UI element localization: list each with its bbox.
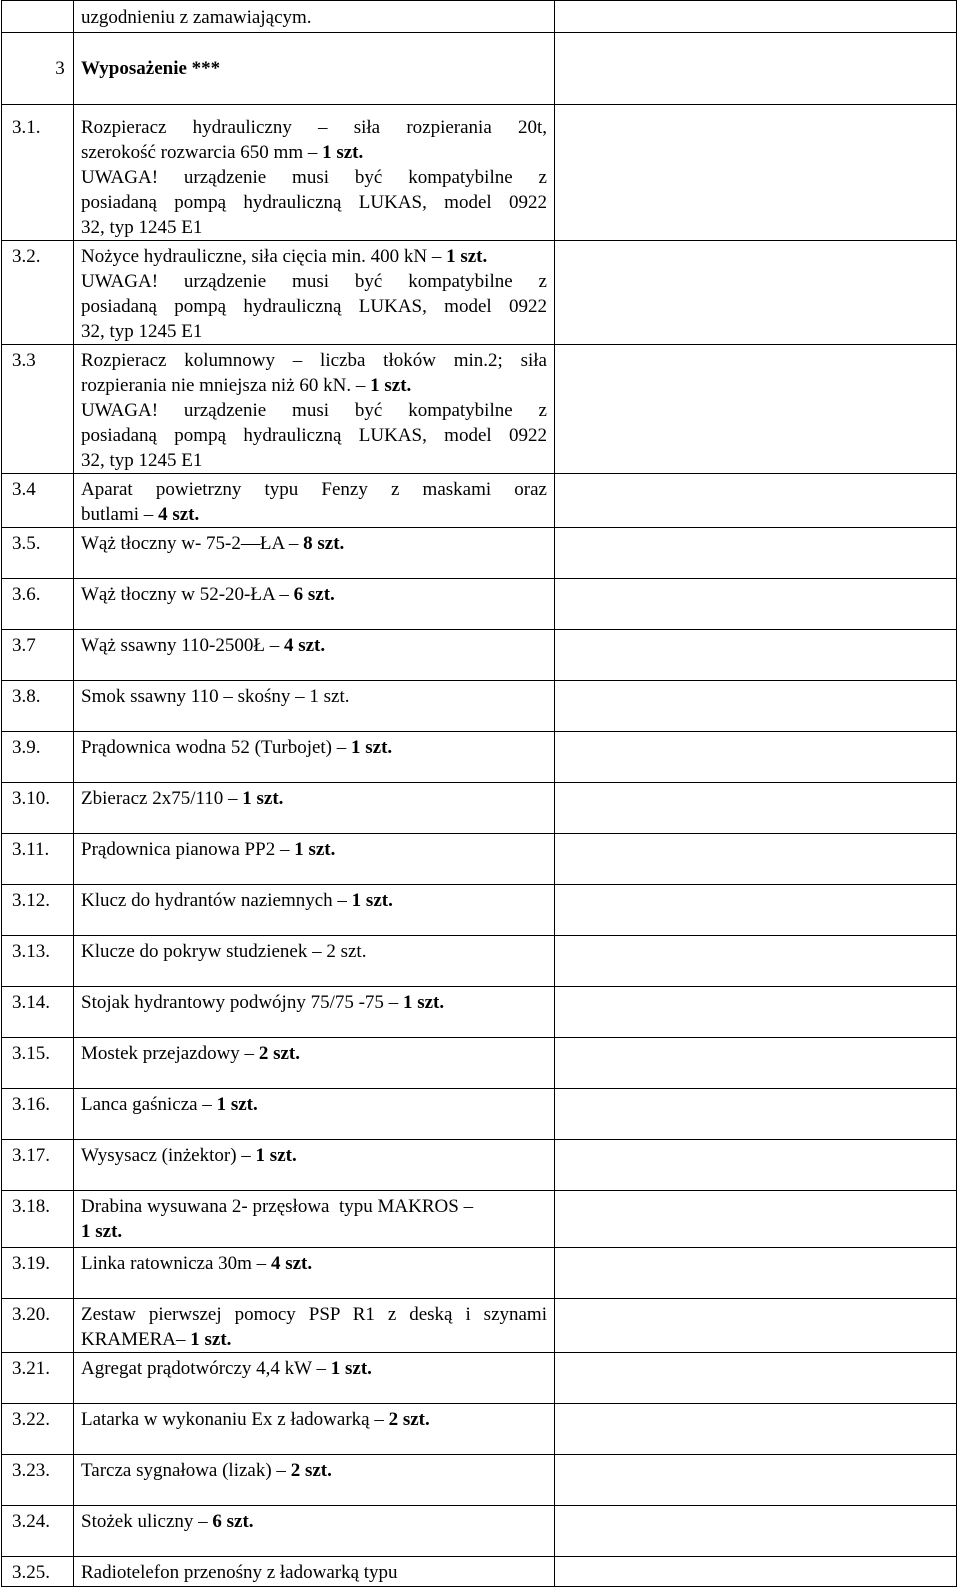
row-empty-cell bbox=[555, 783, 957, 834]
row-description: Mostek przejazdowy – 2 szt. bbox=[74, 1038, 555, 1089]
quantity: 1 szt. bbox=[351, 890, 393, 911]
quantity: 6 szt. bbox=[293, 584, 335, 605]
table-row bbox=[2, 1353, 957, 1404]
quantity: 8 szt. bbox=[303, 533, 345, 554]
row-number bbox=[2, 1, 74, 33]
table-row bbox=[2, 885, 957, 936]
row-empty-cell bbox=[555, 1191, 957, 1248]
table-row bbox=[2, 474, 957, 528]
table-row bbox=[2, 1191, 957, 1248]
desc-line: UWAGA! urządzenie musi być kompatybilne z bbox=[81, 400, 547, 421]
row-number: 3.22. bbox=[2, 1404, 74, 1455]
table-row bbox=[2, 579, 957, 630]
row-empty-cell bbox=[555, 885, 957, 936]
row-number: 3.21. bbox=[2, 1353, 74, 1404]
table-row bbox=[2, 1140, 957, 1191]
table-row bbox=[2, 1248, 957, 1299]
desc-line: szerokość rozwarcia 650 mm – 1 szt. bbox=[81, 142, 364, 163]
row-description: Prądownica pianowa PP2 – 1 szt. bbox=[74, 834, 555, 885]
row-empty-cell bbox=[555, 1404, 957, 1455]
quantity: 4 szt. bbox=[158, 504, 200, 525]
row-number: 3.15. bbox=[2, 1038, 74, 1089]
row-number: 3.10. bbox=[2, 783, 74, 834]
row-description: Zbieracz 2x75/110 – 1 szt. bbox=[74, 783, 555, 834]
quantity: 1 szt. bbox=[242, 788, 284, 809]
row-description: Linka ratownicza 30m – 4 szt. bbox=[74, 1248, 555, 1299]
desc-line: UWAGA! urządzenie musi być kompatybilne z bbox=[81, 271, 547, 292]
table-row bbox=[2, 345, 957, 474]
row-description: Lanca gaśnicza – 1 szt. bbox=[74, 1089, 555, 1140]
row-description: Smok ssawny 110 – skośny – 1 szt. bbox=[74, 681, 555, 732]
quantity: 4 szt. bbox=[270, 1253, 313, 1274]
row-empty-cell bbox=[555, 732, 957, 783]
desc-line: Rozpieracz hydrauliczny – siła rozpierania 20t, bbox=[81, 117, 547, 138]
table-row bbox=[2, 1089, 957, 1140]
row-empty-cell bbox=[555, 1140, 957, 1191]
table-row bbox=[2, 1, 957, 33]
row-number: 3.19. bbox=[2, 1248, 74, 1299]
row-description: Stożek uliczny – 6 szt. bbox=[74, 1506, 555, 1557]
desc-line: 32, typ 1245 E1 bbox=[81, 450, 203, 471]
row-description: uzgodnieniu z zamawiającym. bbox=[74, 1, 555, 33]
row-empty-cell bbox=[555, 1, 957, 33]
quantity: 1 szt. bbox=[446, 246, 488, 267]
row-number: 3.17. bbox=[2, 1140, 74, 1191]
row-description: Klucz do hydrantów naziemnych – 1 szt. bbox=[74, 885, 555, 936]
row-number: 3.3 bbox=[2, 345, 74, 474]
row-description: Prądownica wodna 52 (Turbojet) – 1 szt. bbox=[74, 732, 555, 783]
quantity: 2 szt. bbox=[290, 1460, 332, 1481]
row-empty-cell bbox=[555, 834, 957, 885]
row-empty-cell bbox=[555, 681, 957, 732]
row-number: 3.23. bbox=[2, 1455, 74, 1506]
row-description bbox=[74, 105, 555, 241]
row-number: 3.16. bbox=[2, 1089, 74, 1140]
table-row bbox=[2, 1455, 957, 1506]
row-number: 3.4 bbox=[2, 474, 74, 528]
row-description: Tarcza sygnałowa (lizak) – 2 szt. bbox=[74, 1455, 555, 1506]
table-row bbox=[2, 33, 957, 105]
quantity: 1 szt. bbox=[255, 1145, 297, 1166]
row-empty-cell bbox=[555, 105, 957, 241]
row-empty-cell bbox=[555, 1248, 957, 1299]
row-empty-cell bbox=[555, 936, 957, 987]
table-row bbox=[2, 1404, 957, 1455]
quantity: 2 szt. bbox=[258, 1043, 300, 1064]
quantity: 1 szt. bbox=[190, 1329, 232, 1350]
row-number bbox=[2, 33, 74, 105]
table-row bbox=[2, 241, 957, 345]
quantity: 4 szt. bbox=[283, 635, 326, 656]
section-title: Wyposażenie *** bbox=[81, 58, 221, 79]
row-description bbox=[74, 241, 555, 345]
row-number: 3.14. bbox=[2, 987, 74, 1038]
desc-line: 32, typ 1245 E1 bbox=[81, 321, 203, 342]
row-empty-cell bbox=[555, 345, 957, 474]
table-row bbox=[2, 732, 957, 783]
row-empty-cell bbox=[555, 1038, 957, 1089]
row-number: 3.12. bbox=[2, 885, 74, 936]
desc-line: posiadaną pompą hydrauliczną LUKAS, model 0922 bbox=[81, 425, 547, 446]
desc-line: Aparat powietrzny typu Fenzy z maskami oraz bbox=[81, 479, 547, 500]
table-row bbox=[2, 783, 957, 834]
quantity: 1 szt. bbox=[351, 737, 393, 758]
quantity: 1 szt. bbox=[370, 375, 412, 396]
table-row bbox=[2, 630, 957, 681]
row-description: Wąż tłoczny w- 75-2—ŁA – 8 szt. bbox=[74, 528, 555, 579]
row-number: 3.13. bbox=[2, 936, 74, 987]
quantity: 1 szt. bbox=[330, 1358, 372, 1379]
quantity: 2 szt. bbox=[388, 1409, 430, 1430]
desc-line: KRAMERA– 1 szt. bbox=[81, 1329, 232, 1350]
row-number: 3.20. bbox=[2, 1299, 74, 1353]
row-empty-cell bbox=[555, 241, 957, 345]
row-number: 3.5. bbox=[2, 528, 74, 579]
row-empty-cell bbox=[555, 1299, 957, 1353]
desc-line: Zestaw pierwszej pomocy PSP R1 z deską i szynami bbox=[81, 1304, 547, 1325]
quantity: 6 szt. bbox=[212, 1511, 254, 1532]
row-description: Wąż tłoczny w 52-20-ŁA – 6 szt. bbox=[74, 579, 555, 630]
row-number: 3.24. bbox=[2, 1506, 74, 1557]
row-number: 3.8. bbox=[2, 681, 74, 732]
row-empty-cell bbox=[555, 1557, 957, 1587]
table-row bbox=[2, 834, 957, 885]
table-row bbox=[2, 936, 957, 987]
table-row bbox=[2, 1506, 957, 1557]
row-empty-cell bbox=[555, 1506, 957, 1557]
row-empty-cell bbox=[555, 474, 957, 528]
table-row bbox=[2, 1038, 957, 1089]
row-description: Latarka w wykonaniu Ex z ładowarką – 2 szt. bbox=[74, 1404, 555, 1455]
row-description bbox=[74, 33, 555, 105]
equipment-table bbox=[1, 0, 957, 1587]
table-row bbox=[2, 681, 957, 732]
row-number: 3.2. bbox=[2, 241, 74, 345]
quantity: 1 szt. bbox=[81, 1221, 123, 1242]
row-description: Wysysacz (inżektor) – 1 szt. bbox=[74, 1140, 555, 1191]
desc-line: 32, typ 1245 E1 bbox=[81, 217, 203, 238]
desc-line: posiadaną pompą hydrauliczną LUKAS, model 0922 bbox=[81, 192, 547, 213]
table-row bbox=[2, 105, 957, 241]
table-row bbox=[2, 1299, 957, 1353]
quantity: 1 szt. bbox=[402, 992, 445, 1013]
row-empty-cell bbox=[555, 1455, 957, 1506]
row-empty-cell bbox=[555, 1089, 957, 1140]
desc-line: rozpierania nie mniejsza niż 60 kN. – 1 szt. bbox=[81, 375, 412, 396]
row-empty-cell bbox=[555, 987, 957, 1038]
row-description: Stojak hydrantowy podwójny 75/75 -75 – 1 szt. bbox=[74, 987, 555, 1038]
row-number: 3.1. bbox=[2, 105, 74, 241]
row-description: Radiotelefon przenośny z ładowarką typu bbox=[74, 1557, 555, 1587]
row-description bbox=[74, 1299, 555, 1353]
row-empty-cell bbox=[555, 630, 957, 681]
desc-line: butlami – 4 szt. bbox=[81, 504, 200, 525]
desc-line: Rozpieracz kolumnowy – liczba tłoków min.2; siła bbox=[81, 350, 547, 371]
row-number: 3.18. bbox=[2, 1191, 74, 1248]
desc-line: Nożyce hydrauliczne, siła cięcia min. 400 kN – 1 szt. bbox=[81, 246, 488, 267]
quantity: 1 szt. bbox=[294, 839, 336, 860]
row-number: 3.7 bbox=[2, 630, 74, 681]
desc-line: Drabina wysuwana 2- przęsłowa typu MAKROS – bbox=[81, 1196, 474, 1217]
row-number: 3.11. bbox=[2, 834, 74, 885]
table-row bbox=[2, 1557, 957, 1587]
row-empty-cell bbox=[555, 579, 957, 630]
row-number: 3.6. bbox=[2, 579, 74, 630]
desc-line: UWAGA! urządzenie musi być kompatybilne z bbox=[81, 167, 547, 188]
table-row bbox=[2, 987, 957, 1038]
table-row bbox=[2, 528, 957, 579]
quantity: 1 szt. bbox=[322, 142, 364, 163]
row-description: Klucze do pokryw studzienek – 2 szt. bbox=[74, 936, 555, 987]
row-description bbox=[74, 345, 555, 474]
row-description bbox=[74, 1191, 555, 1248]
row-empty-cell bbox=[555, 33, 957, 105]
row-description: Agregat prądotwórczy 4,4 kW – 1 szt. bbox=[74, 1353, 555, 1404]
row-description bbox=[74, 474, 555, 528]
row-empty-cell bbox=[555, 1353, 957, 1404]
quantity: 1 szt. bbox=[216, 1094, 258, 1115]
section-number: 3 bbox=[55, 58, 65, 79]
row-number: 3.25. bbox=[2, 1557, 74, 1587]
row-number: 3.9. bbox=[2, 732, 74, 783]
row-description: Wąż ssawny 110-2500Ł – 4 szt. bbox=[74, 630, 555, 681]
desc-line: posiadaną pompą hydrauliczną LUKAS, model 0922 bbox=[81, 296, 547, 317]
row-empty-cell bbox=[555, 528, 957, 579]
